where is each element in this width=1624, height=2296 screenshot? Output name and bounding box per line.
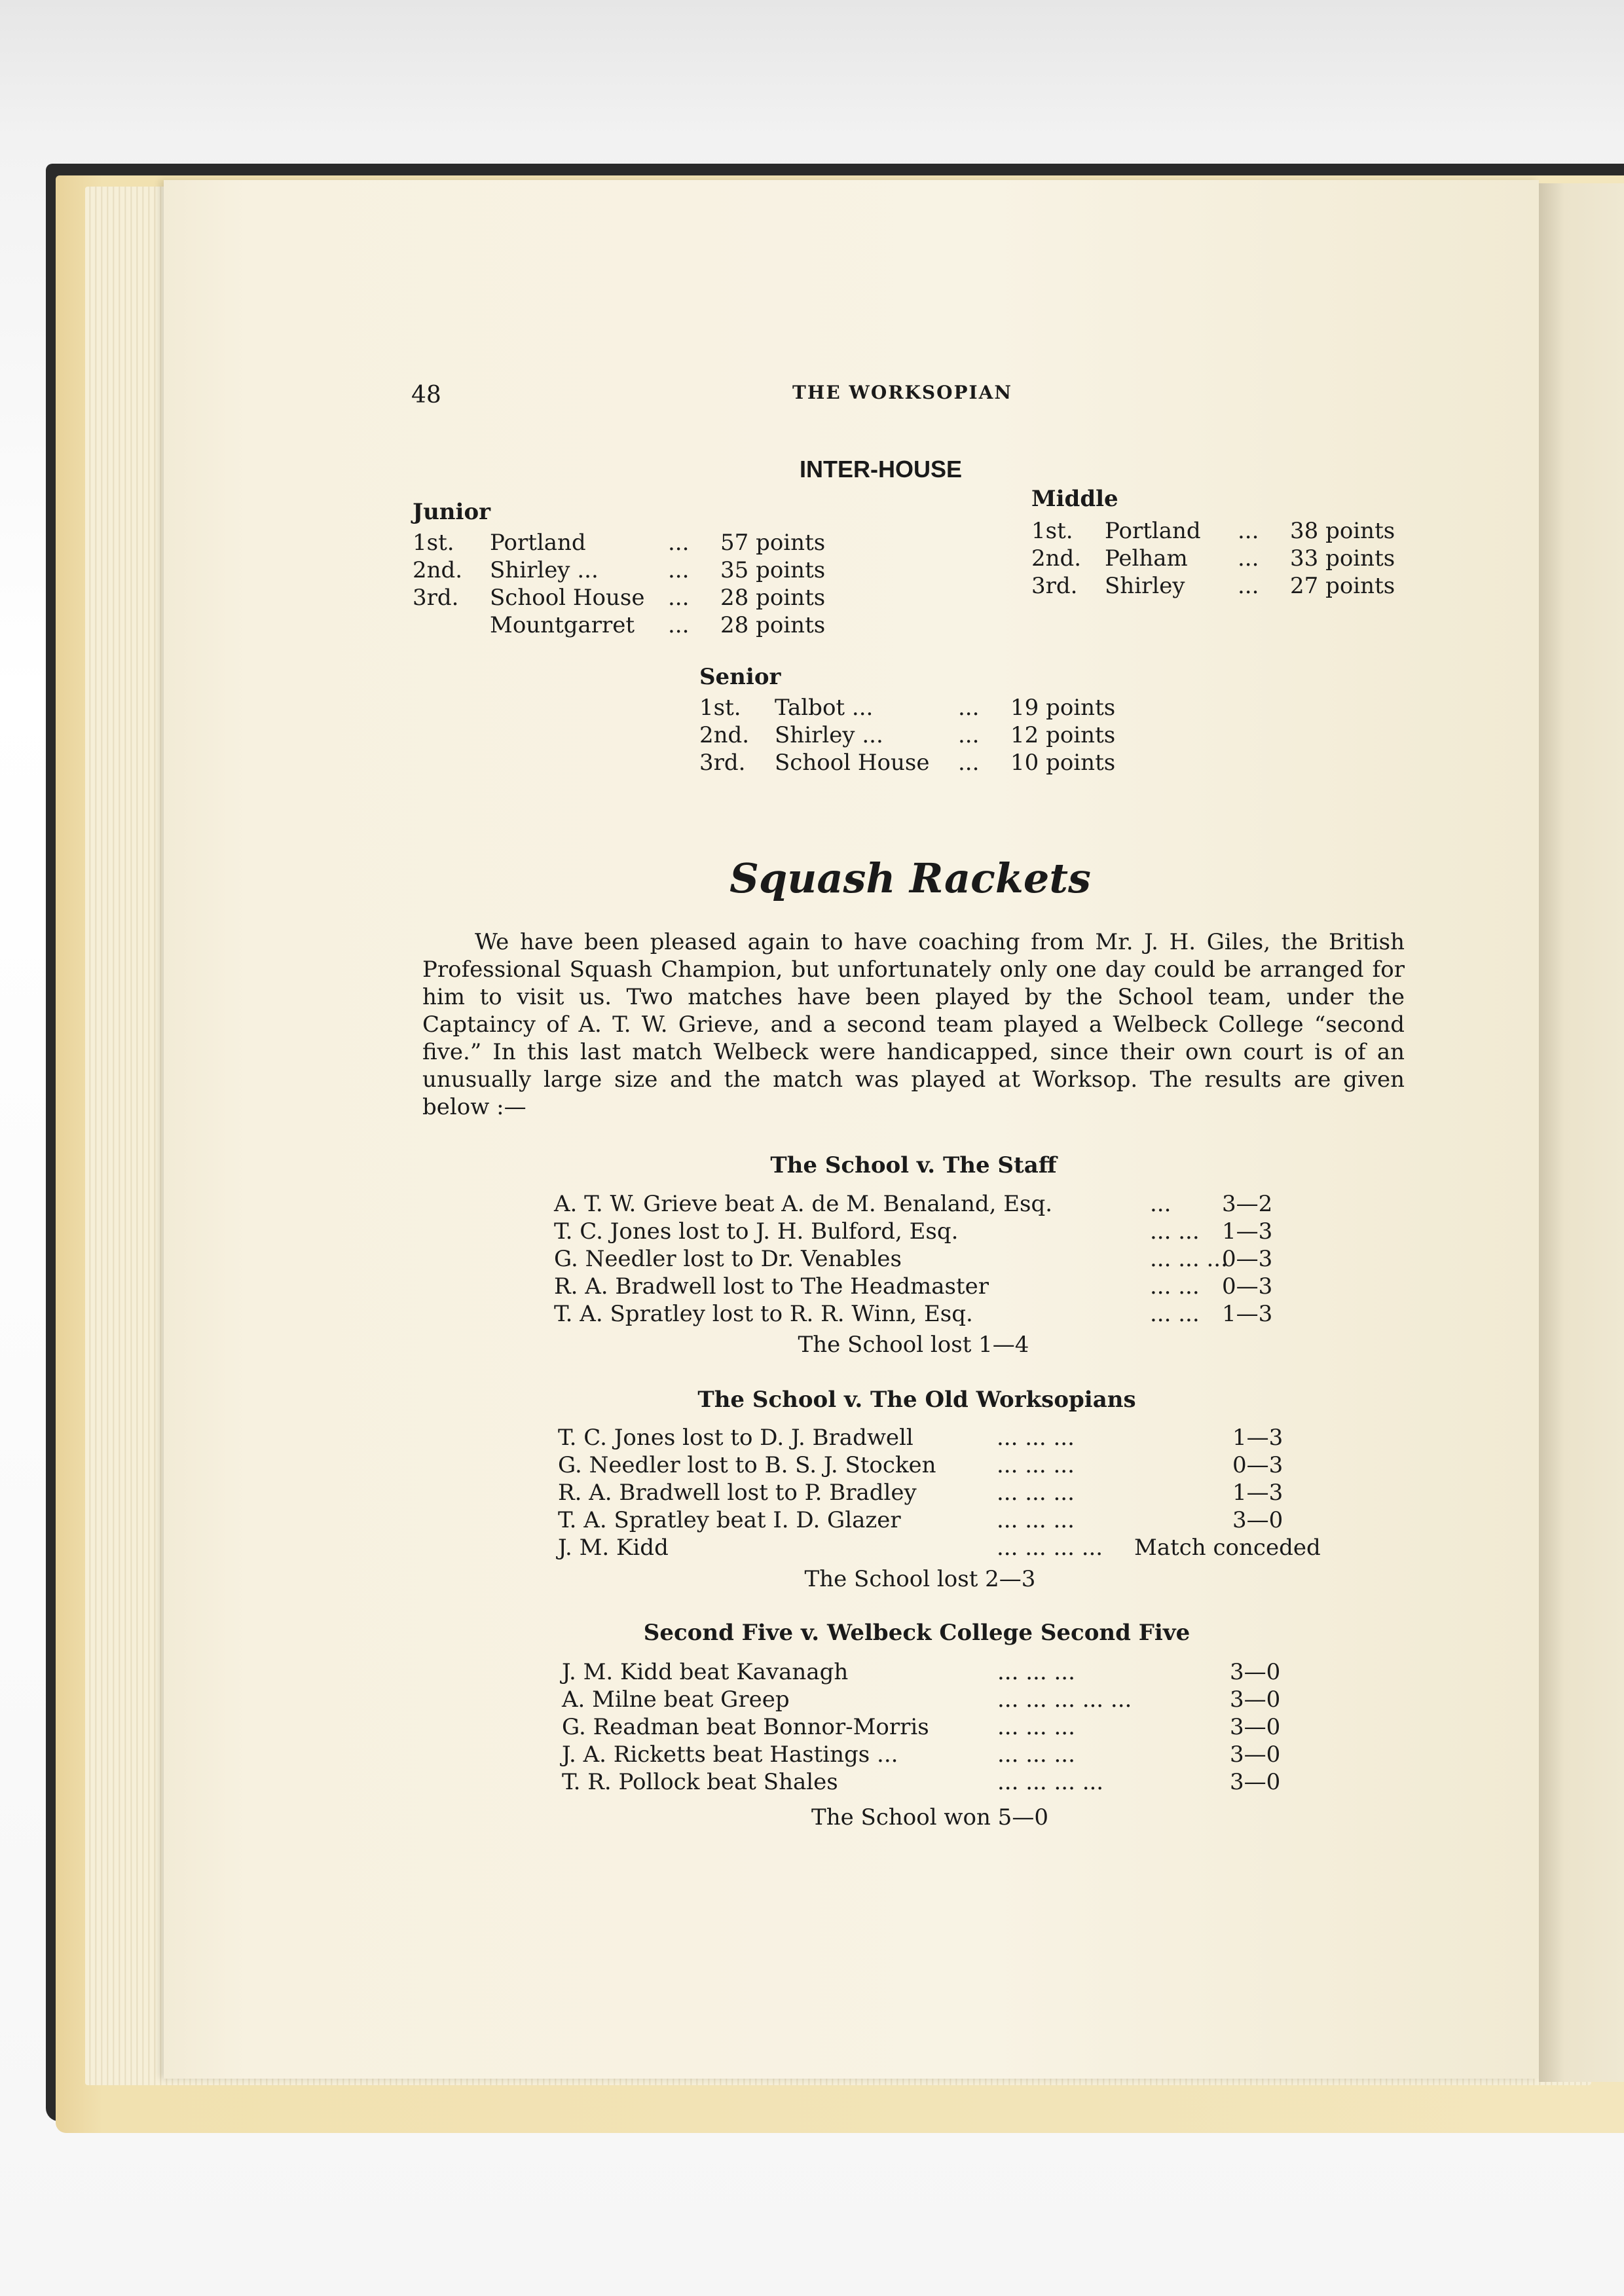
- standing-dots: ...: [668, 557, 690, 583]
- match-result: G. Needler lost to Dr. Venables: [554, 1246, 902, 1272]
- match-dots: ... ... ...: [997, 1452, 1075, 1478]
- match-result: J. M. Kidd: [558, 1535, 669, 1561]
- standing-dots: ...: [668, 585, 690, 611]
- standing-points: 57 points: [720, 530, 826, 556]
- match-dots: ... ... ...: [997, 1659, 1075, 1685]
- match-dots: ... ... ...: [1150, 1246, 1228, 1272]
- standing-dots: ...: [1238, 518, 1259, 544]
- match-result: T. A. Spratley beat I. D. Glazer: [558, 1507, 901, 1533]
- standing-points: 19 points: [1010, 695, 1116, 721]
- intro-paragraph: We have been pleased again to have coaching from Mr. J. H. Giles, the British Professional Squash Champion, but unfortunately only one day could be arranged for him to visit us. Two matches have been played by the School team, under the Captaincy of A. T. W. Grieve, and a second team played a Welbeck College “second five.” In this last match Welbeck were handicapped, since their own court is of an unusually large size and the match was played at Worksop. The results are given below :—: [422, 929, 1405, 1120]
- standing-points: 12 points: [1010, 722, 1116, 748]
- match-dots: ... ... ... ... ...: [997, 1686, 1132, 1713]
- match-result: G. Needler lost to B. S. J. Stocken: [558, 1452, 936, 1478]
- match-dots: ... ... ... ...: [997, 1535, 1103, 1561]
- standing-house: Shirley: [1105, 573, 1185, 599]
- standing-house: School House: [490, 585, 645, 611]
- match-score: 1—3: [1222, 1301, 1273, 1327]
- standing-dots: ...: [958, 722, 980, 748]
- standing-house: Portland: [1105, 518, 1201, 544]
- match-title-staff: The School v. The Staff: [770, 1152, 1057, 1178]
- senior-label: Senior: [699, 664, 781, 690]
- match-score: 3—0: [1230, 1741, 1281, 1768]
- match-dots: ... ...: [1150, 1301, 1200, 1327]
- standing-place: 2nd.: [699, 722, 750, 748]
- match-dots: ... ... ...: [997, 1741, 1075, 1768]
- match-dots: ... ... ...: [997, 1507, 1075, 1533]
- match-score: 3—0: [1232, 1507, 1283, 1533]
- standing-points: 38 points: [1290, 518, 1395, 544]
- standing-points: 27 points: [1290, 573, 1395, 599]
- standing-place: 3rd.: [1031, 573, 1078, 599]
- match-summary-staff: The School lost 1—4: [798, 1332, 1029, 1358]
- junior-label: Junior: [413, 499, 491, 525]
- standing-points: 10 points: [1010, 750, 1116, 776]
- match-dots: ... ... ...: [997, 1714, 1075, 1740]
- standing-place: 3rd.: [413, 585, 459, 611]
- standing-house: Talbot ...: [775, 695, 874, 721]
- match-score: Match conceded: [1134, 1535, 1321, 1561]
- page-number: 48: [411, 382, 441, 409]
- match-result: T. C. Jones lost to J. H. Bulford, Esq.: [554, 1218, 959, 1245]
- standing-place: 3rd.: [699, 750, 746, 776]
- match-result: J. A. Ricketts beat Hastings ...: [562, 1741, 898, 1768]
- match-dots: ... ... ...: [997, 1480, 1075, 1506]
- match-score: 0—3: [1222, 1246, 1273, 1272]
- standing-place: 1st.: [699, 695, 741, 721]
- match-score: 1—3: [1232, 1480, 1283, 1506]
- standing-points: 33 points: [1290, 545, 1395, 572]
- match-result: R. A. Bradwell lost to The Headmaster: [554, 1273, 989, 1300]
- match-result: A. Milne beat Greep: [562, 1686, 790, 1713]
- standing-place: 2nd.: [1031, 545, 1082, 572]
- standing-dots: ...: [1238, 573, 1259, 599]
- facing-page-edge: [1539, 183, 1624, 2082]
- standing-dots: ...: [668, 530, 690, 556]
- match-score: 1—3: [1222, 1218, 1273, 1245]
- inter-house-title: INTER-HOUSE: [799, 456, 963, 483]
- match-score: 3—0: [1230, 1769, 1281, 1795]
- running-title: THE WORKSOPIAN: [792, 382, 1012, 403]
- match-dots: ... ... ... ...: [997, 1769, 1104, 1795]
- match-dots: ... ...: [1150, 1273, 1200, 1300]
- match-score: 0—3: [1232, 1452, 1283, 1478]
- match-score: 3—0: [1230, 1714, 1281, 1740]
- match-summary-old-worksopians: The School lost 2—3: [804, 1566, 1036, 1592]
- match-dots: ...: [1150, 1191, 1172, 1217]
- standing-house: School House: [775, 750, 930, 776]
- match-result: G. Readman beat Bonnor-Morris: [562, 1714, 929, 1740]
- standing-place: 1st.: [413, 530, 454, 556]
- standing-dots: ...: [1238, 545, 1259, 572]
- standing-house: Portland: [490, 530, 586, 556]
- match-result: T. A. Spratley lost to R. R. Winn, Esq.: [554, 1301, 973, 1327]
- match-result: A. T. W. Grieve beat A. de M. Benaland, Esq.: [554, 1191, 1053, 1217]
- standing-points: 28 points: [720, 612, 826, 638]
- match-result: R. A. Bradwell lost to P. Bradley: [558, 1480, 917, 1506]
- standing-place: 2nd.: [413, 557, 463, 583]
- standing-place: 1st.: [1031, 518, 1073, 544]
- match-score: 3—0: [1230, 1686, 1281, 1713]
- match-result: T. C. Jones lost to D. J. Bradwell: [558, 1425, 913, 1451]
- match-score: 3—0: [1230, 1659, 1281, 1685]
- standing-house: Mountgarret: [490, 612, 635, 638]
- match-title-old-worksopians: The School v. The Old Worksopians: [697, 1387, 1136, 1413]
- standing-dots: ...: [958, 695, 980, 721]
- match-dots: ... ... ...: [997, 1425, 1075, 1451]
- match-score: 0—3: [1222, 1273, 1273, 1300]
- match-result: T. R. Pollock beat Shales: [562, 1769, 838, 1795]
- standing-house: Shirley ...: [775, 722, 883, 748]
- match-score: 3—2: [1222, 1191, 1273, 1217]
- match-result: J. M. Kidd beat Kavanagh: [562, 1659, 849, 1685]
- section-title: Squash Rackets: [729, 854, 1091, 902]
- middle-label: Middle: [1031, 486, 1118, 512]
- standing-dots: ...: [958, 750, 980, 776]
- match-title-welbeck: Second Five v. Welbeck College Second Five: [643, 1620, 1190, 1646]
- standing-points: 35 points: [720, 557, 826, 583]
- match-summary-welbeck: The School won 5—0: [811, 1804, 1048, 1831]
- match-dots: ... ...: [1150, 1218, 1200, 1245]
- match-score: 1—3: [1232, 1425, 1283, 1451]
- standing-house: Pelham: [1105, 545, 1188, 572]
- standing-dots: ...: [668, 612, 690, 638]
- standing-points: 28 points: [720, 585, 826, 611]
- standing-house: Shirley ...: [490, 557, 599, 583]
